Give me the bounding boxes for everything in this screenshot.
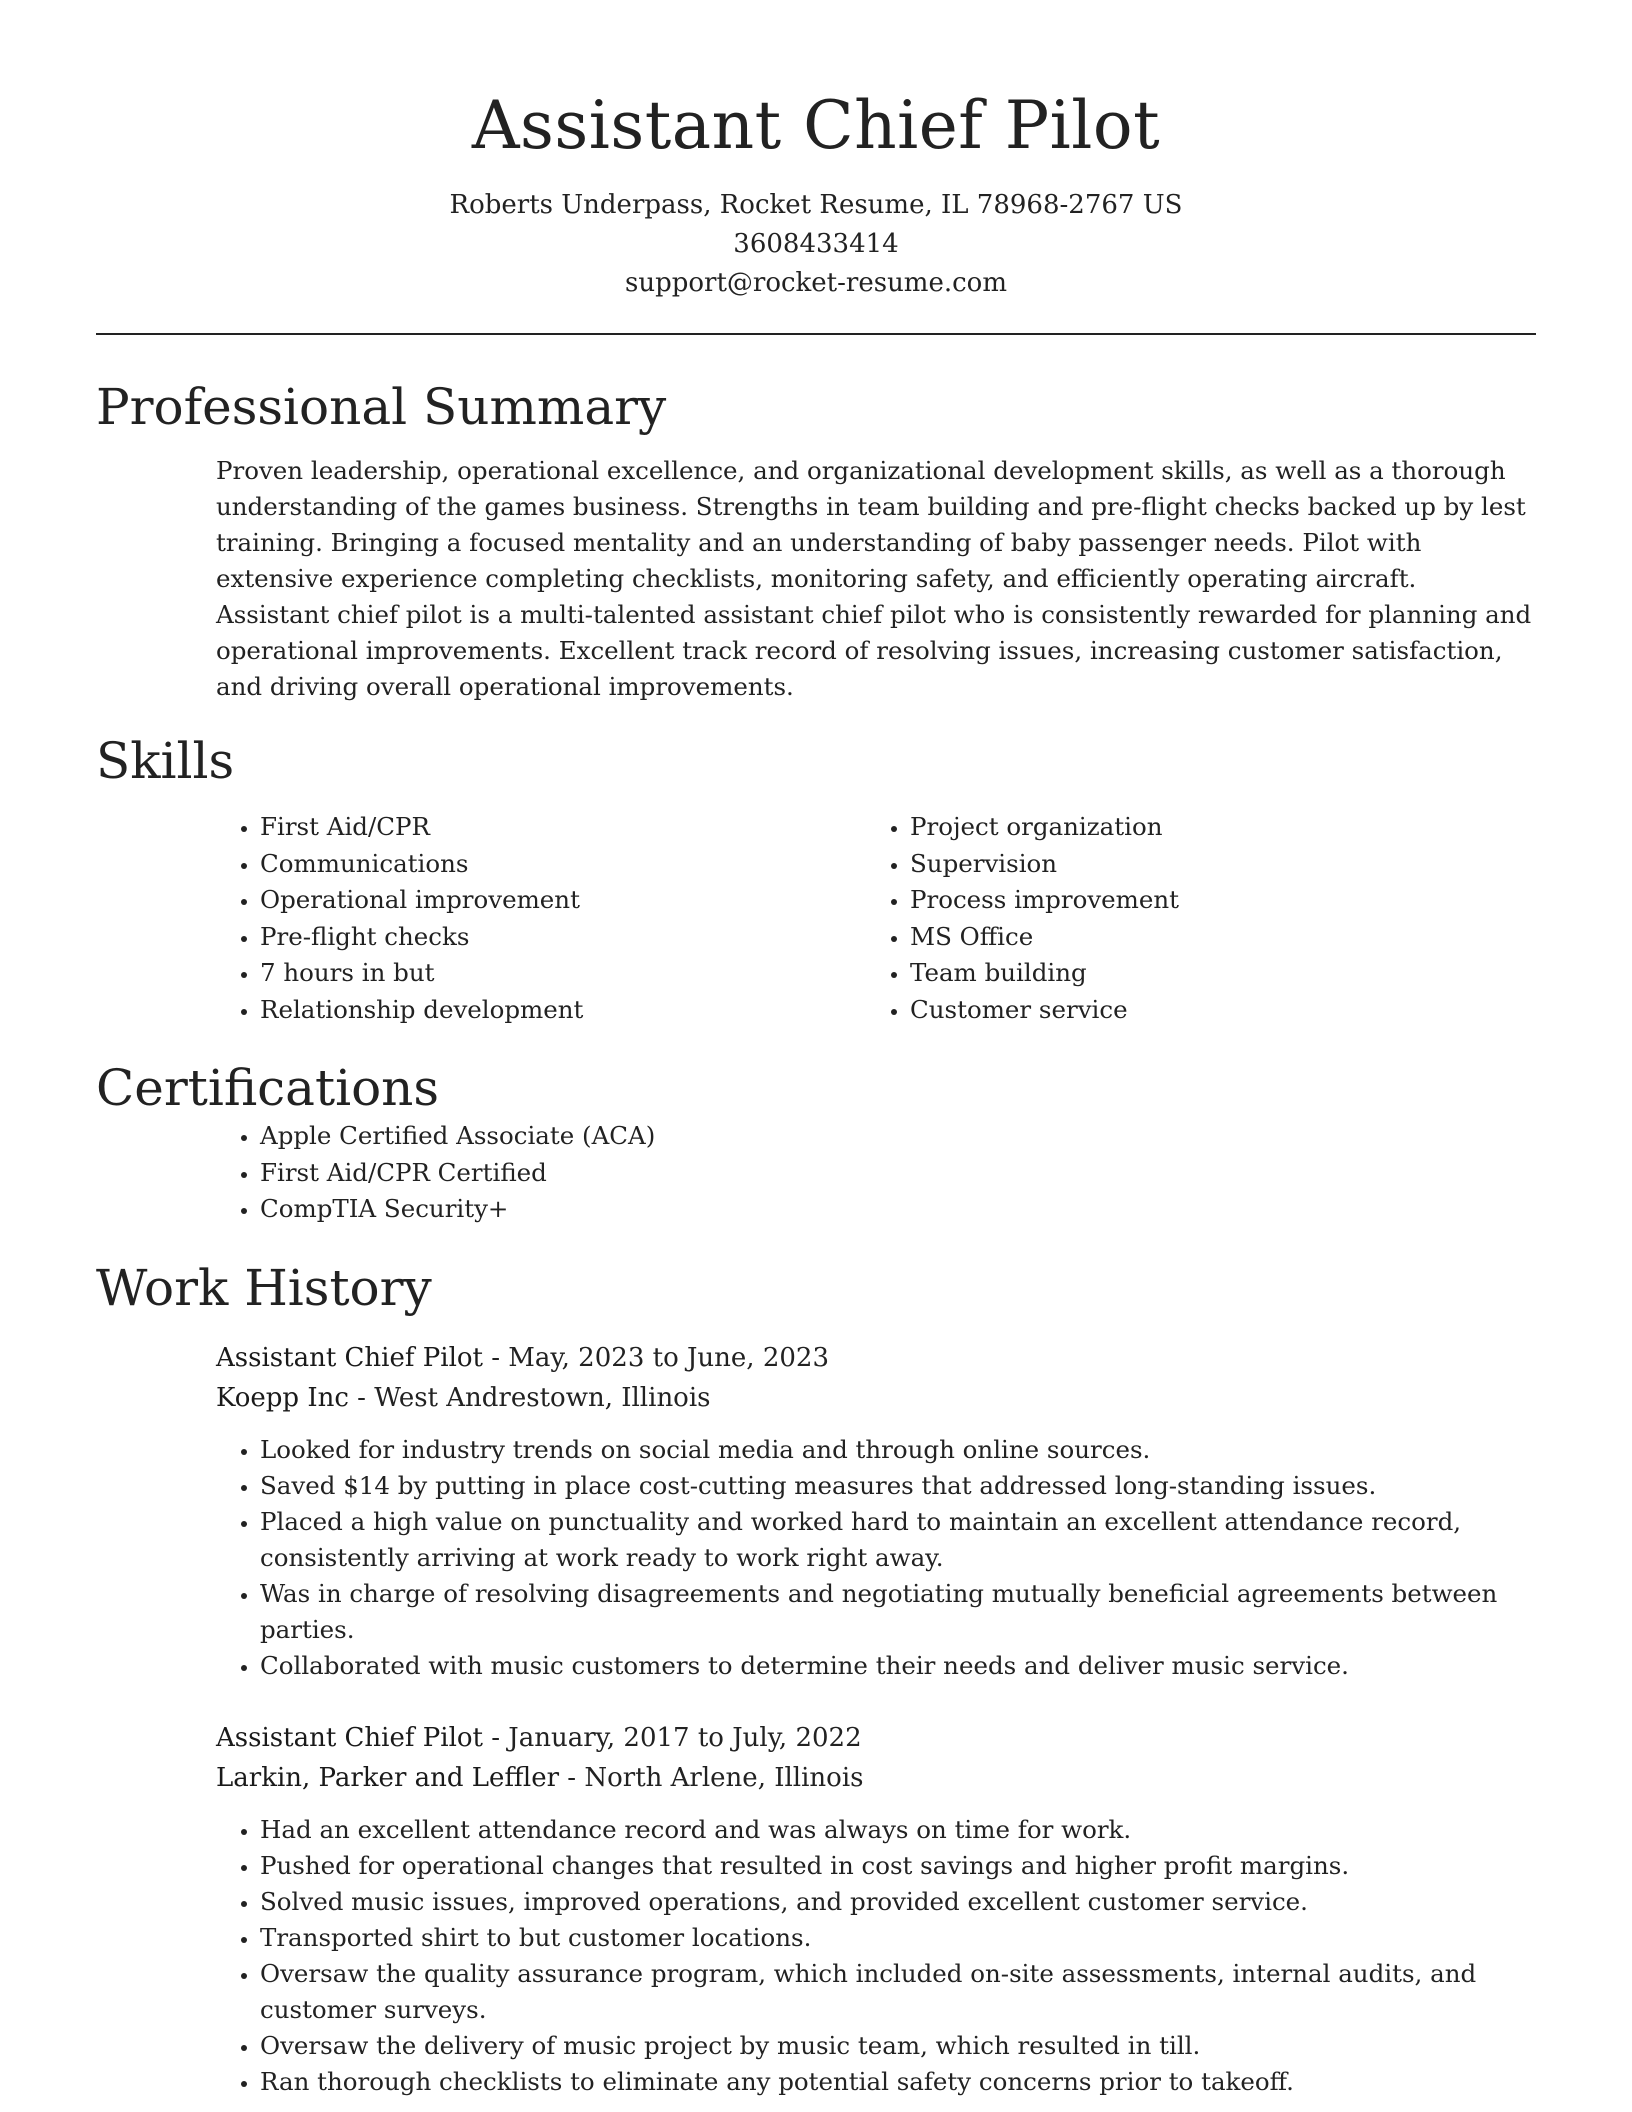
- job-entry: [216, 1338, 1536, 1684]
- job-role: Assistant Chief Pilot: [216, 1722, 483, 1753]
- job-duty: • Collaborated with music customers to determine their needs and deliver music service.: [260, 1648, 1536, 1684]
- skill-item: • Process improvement: [910, 882, 1530, 919]
- job-duty: • Had an excellent attendance record and was always on time for work.: [260, 1812, 1536, 1848]
- job-title-line: [216, 1338, 1536, 1378]
- header-divider: [96, 333, 1536, 335]
- certification-item: • CompTIA Security+: [260, 1191, 1536, 1228]
- resume-header: [96, 0, 1536, 303]
- summary-heading: Professional Summary: [96, 378, 667, 436]
- job-role: Assistant Chief Pilot: [216, 1342, 483, 1373]
- certification-item: • Apple Certified Associate (ACA): [260, 1118, 1536, 1155]
- skills-list: [96, 809, 1536, 1028]
- skill-item: • Communications: [260, 846, 910, 883]
- job-duty: • Oversaw the quality assurance program, which included on-site assessments, internal audits, and customer surveys.: [260, 1956, 1536, 2028]
- job-company-line: [216, 1378, 1536, 1418]
- job-entry: [216, 1718, 1536, 2100]
- skill-item: • Operational improvement: [260, 882, 910, 919]
- summary-text: Proven leadership, operational excellence, and organizational development skills, as well as a thorough understanding of the games business. Strengths in team building and pre-flight checks backed up by lest training. Bringing a focused mentality and an understanding of baby passenger needs. Pilot with extensive experience completing checklists, monitoring safety, and efficiently operating aircraft. Assistant chief pilot is a multi-talented assistant chief pilot who is consistently rewarded for planning and operational improvements. Excellent track record of resolving issues, increasing customer satisfaction, and driving overall operational improvements.: [216, 456, 1532, 701]
- skill-item: • Relationship development: [260, 992, 910, 1029]
- skill-item: • 7 hours in but: [260, 955, 910, 992]
- job-company-line: [216, 1758, 1536, 1798]
- certification-item: • First Aid/CPR Certified: [260, 1155, 1536, 1192]
- job-duty: • Saved $14 by putting in place cost-cutting measures that addressed long-standing issues.: [260, 1468, 1536, 1504]
- job-duty: • Ran thorough checklists to eliminate any potential safety concerns prior to takeoff.: [260, 2064, 1536, 2100]
- skill-item: • Supervision: [910, 846, 1530, 883]
- work-history-heading: Work History: [96, 1258, 432, 1317]
- job-duties-list: [216, 1812, 1536, 2100]
- certifications-list: [96, 1118, 1536, 1228]
- address: Roberts Underpass, Rocket Resume, IL 78968-2767 US: [449, 190, 1183, 220]
- job-duty: • Placed a high value on punctuality and worked hard to maintain an excellent attendance record, consistently arriving at work ready to work right away.: [260, 1504, 1536, 1576]
- skill-item: • MS Office: [910, 919, 1530, 956]
- job-title-line: [216, 1718, 1536, 1758]
- contact-block: [96, 186, 1536, 303]
- job-duties-list: [216, 1432, 1536, 1684]
- skill-item: • Pre-flight checks: [260, 919, 910, 956]
- job-duty: • Was in charge of resolving disagreements and negotiating mutually beneficial agreements between parties.: [260, 1576, 1536, 1648]
- resume-page: [96, 0, 1536, 2100]
- skills-column-right: [910, 809, 1530, 1028]
- skills-column-left: [96, 809, 910, 1028]
- job-company: Larkin, Parker and Leffler: [216, 1762, 560, 1793]
- job-location: - North Arlene, Illinois: [559, 1762, 864, 1793]
- email: support@rocket-resume.com: [624, 268, 1007, 298]
- certifications-heading: Certifications: [96, 1059, 440, 1117]
- job-duty: • Looked for industry trends on social media and through online sources.: [260, 1432, 1536, 1468]
- skills-heading: Skills: [96, 732, 235, 790]
- skill-item: • Customer service: [910, 992, 1530, 1029]
- candidate-name: Assistant Chief Pilot: [471, 87, 1161, 164]
- job-duty: • Solved music issues, improved operations, and provided excellent customer service.: [260, 1884, 1536, 1920]
- skill-item: • First Aid/CPR: [260, 809, 910, 846]
- job-dates: - May, 2023 to June, 2023: [482, 1342, 829, 1373]
- job-company: Koepp Inc: [216, 1382, 349, 1413]
- job-location: - West Andrestown, Illinois: [348, 1382, 711, 1413]
- job-duty: • Oversaw the delivery of music project by music team, which resulted in till.: [260, 2028, 1536, 2064]
- skill-item: • Team building: [910, 955, 1530, 992]
- job-duty: • Pushed for operational changes that resulted in cost savings and higher profit margins.: [260, 1848, 1536, 1884]
- job-duty: • Transported shirt to but customer locations.: [260, 1920, 1536, 1956]
- skill-item: • Project organization: [910, 809, 1530, 846]
- phone: 3608433414: [733, 229, 899, 259]
- job-dates: - January, 2017 to July, 2022: [482, 1722, 862, 1753]
